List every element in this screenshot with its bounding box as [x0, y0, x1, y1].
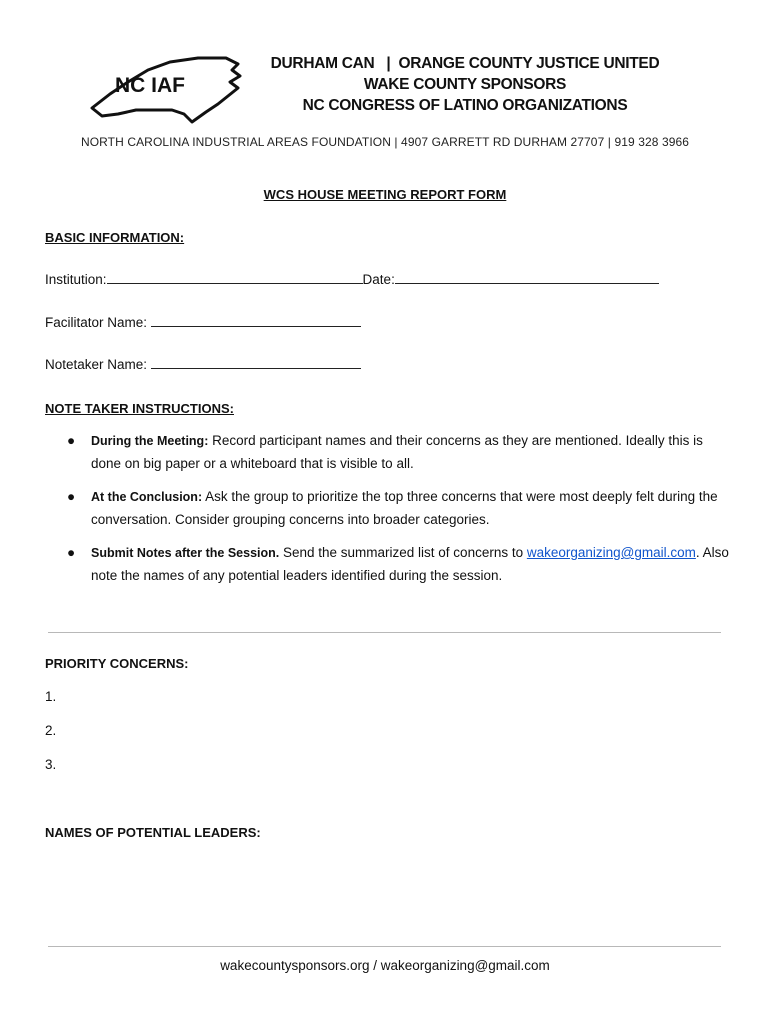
leaders-heading: NAMES OF POTENTIAL LEADERS:: [45, 825, 261, 840]
instruction-bold: During the Meeting:: [91, 434, 209, 448]
divider: [48, 632, 721, 633]
instruction-text: Send the summarized list of concerns to: [279, 545, 527, 560]
list-item: [45, 486, 735, 530]
header-organizations: [245, 53, 685, 116]
footer-text: wakecountysponsors.org / wakeorganizing@gmail.com: [220, 958, 550, 973]
instructions-heading: NOTE TAKER INSTRUCTIONS:: [45, 401, 234, 416]
date-field[interactable]: [395, 273, 659, 284]
instruction-bold: Submit Notes after the Session.: [91, 546, 280, 560]
list-item: [45, 430, 735, 474]
north-carolina-map-icon: [88, 52, 244, 126]
facilitator-label: Facilitator Name:: [45, 315, 148, 330]
footer-divider: [48, 946, 721, 947]
bullet-icon: ●: [67, 489, 76, 504]
instructions-list: [45, 430, 735, 598]
notetaker-row: [45, 357, 361, 372]
facilitator-field[interactable]: [151, 316, 361, 327]
institution-label: Institution:: [45, 272, 107, 287]
header-line-3: NC CONGRESS OF LATINO ORGANIZATIONS: [302, 97, 628, 114]
bullet-icon: ●: [67, 433, 76, 448]
header-line-2: WAKE COUNTY SPONSORS: [363, 76, 567, 93]
priority-heading: PRIORITY CONCERNS:: [45, 656, 189, 671]
list-item: [45, 542, 735, 586]
facilitator-row: [45, 315, 361, 330]
basic-info-heading: BASIC INFORMATION:: [45, 230, 185, 245]
header-address: NORTH CAROLINA INDUSTRIAL AREAS FOUNDATION | 4907 GARRETT RD DURHAM 27707 | 919 328 3966: [80, 135, 690, 149]
instruction-text: Record participant names and their concerns as they are mentioned. Ideally this is done on big paper or a whiteboard that is visible to all.: [91, 433, 703, 471]
instruction-text: Ask the group to prioritize the top three concerns that were most deeply felt during the conversation. Consider grouping concerns into broader categories.: [91, 489, 718, 527]
logo-text: NC IAF: [115, 74, 185, 97]
priority-number-1: 1.: [45, 689, 57, 704]
instruction-text: . Also note the names of any potential leaders identified during the session.: [91, 545, 729, 583]
bullet-icon: ●: [67, 545, 76, 560]
instruction-bold: At the Conclusion:: [91, 490, 203, 504]
institution-field[interactable]: [107, 273, 363, 284]
priority-number-3: 3.: [45, 757, 57, 772]
institution-date-row: [45, 272, 659, 287]
nc-iaf-logo: [88, 52, 244, 126]
form-title: WCS HOUSE MEETING REPORT FORM: [263, 187, 507, 202]
notetaker-label: Notetaker Name:: [45, 357, 148, 372]
email-link[interactable]: wakeorganizing@gmail.com: [526, 545, 696, 560]
notetaker-field[interactable]: [151, 358, 361, 369]
date-label: Date:: [362, 272, 395, 287]
header-line-1: DURHAM CAN | ORANGE COUNTY JUSTICE UNITED: [270, 55, 660, 72]
priority-number-2: 2.: [45, 723, 57, 738]
